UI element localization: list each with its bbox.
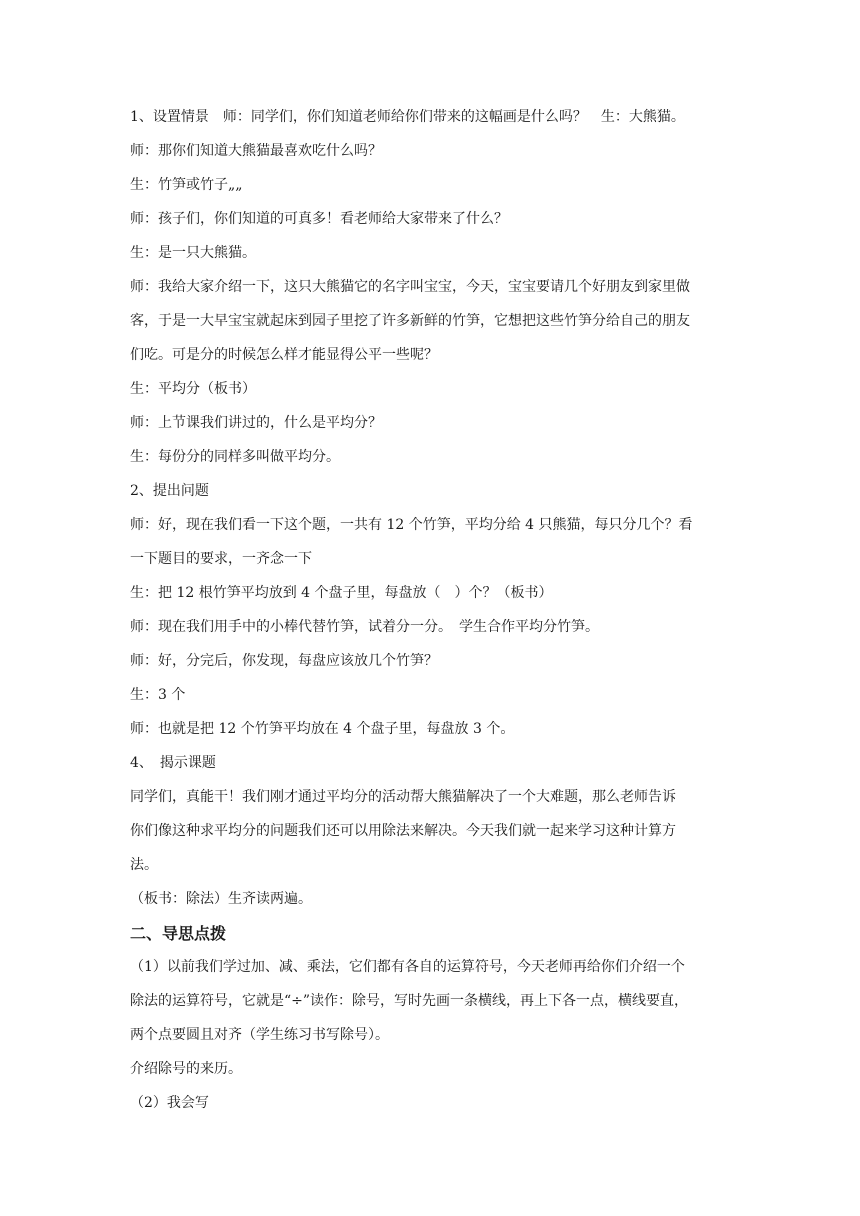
text-line: 师：那你们知道大熊猫最喜欢吃什么吗？ (130, 143, 382, 159)
text-line: （板书：除法）生齐读两遍。 (130, 891, 312, 907)
paragraph-line: 客，于是一大早宝宝就起床到园子里挖了许多新鲜的竹笋，它想把这些竹笋分给自己的朋友 (130, 313, 690, 329)
section-label: 2、提出问题 (130, 483, 209, 499)
section-label: 4、 揭示课题 (130, 755, 216, 771)
section-heading: 二、导思点拨 (130, 924, 227, 943)
text-line: 生：竹笋或竹子„„ (130, 177, 243, 193)
paragraph-line: 两个点要圆且对齐（学生练习书写除号）。 (130, 1027, 389, 1043)
paragraph-line: 师：我给大家介绍一下，这只大熊猫它的名字叫宝宝，今天，宝宝要请几个好朋友到家里做 (130, 279, 690, 295)
paragraph-line: 们吃。可是分的时候怎么样才能显得公平一些呢？ (130, 347, 438, 363)
text-line: 师：现在我们用手中的小棒代替竹笋，试着分一分。 学生合作平均分竹笋。 (130, 619, 599, 635)
text-line: 师：也就是把 12 个竹笋平均放在 4 个盘子里，每盘放 3 个。 (130, 721, 515, 737)
paragraph (130, 787, 740, 875)
text-line: 生：平均分（板书） (130, 381, 256, 397)
text-line: （2）我会写 (130, 1095, 209, 1111)
paragraph-line: 一下题目的要求，一齐念一下 (130, 551, 312, 567)
text-line: 介绍除号的来历。 (130, 1061, 242, 1077)
paragraph-line: 同学们，真能干！我们刚才通过平均分的活动帮大熊猫解决了一个大难题，那么老师告诉 (130, 789, 676, 805)
paragraph-line: 你们像这种求平均分的问题我们还可以用除法来解决。今天我们就一起来学习这种计算方 (130, 823, 676, 839)
paragraph (130, 957, 740, 1045)
paragraph (130, 515, 740, 569)
paragraph (130, 277, 740, 365)
text-line: 生：是一只大熊猫。 (130, 245, 256, 261)
text-line: 生：3 个 (130, 687, 186, 703)
document-body (130, 107, 740, 1127)
paragraph-line: 师：好，现在我们看一下这个题，一共有 12 个竹笋，平均分给 4 只熊猫，每只分几个？看 (130, 517, 693, 533)
paragraph-line: 除法的运算符号，它就是“÷”读作：除号，写时先画一条横线，再上下各一点，横线要直， (130, 993, 689, 1009)
text-line: 师：上节课我们讲过的，什么是平均分？ (130, 415, 382, 431)
text-line: 师：好，分完后，你发现，每盘应该放几个竹笋？ (130, 653, 438, 669)
text-line: 生：把 12 根竹笋平均放到 4 个盘子里，每盘放（ ）个？（板书） (130, 585, 553, 601)
paragraph-line: 法。 (130, 857, 158, 873)
text-line: 师：孩子们，你们知道的可真多！看老师给大家带来了什么？ (130, 211, 508, 227)
paragraph-line: （1）以前我们学过加、减、乘法，它们都有各自的运算符号，今天老师再给你们介绍一个 (130, 959, 685, 975)
text-line: 生：每份分的同样多叫做平均分。 (130, 449, 340, 465)
text-line: 1、设置情景 师：同学们，你们知道老师给你们带来的这幅画是什么吗？ 生：大熊猫。 (130, 109, 685, 125)
